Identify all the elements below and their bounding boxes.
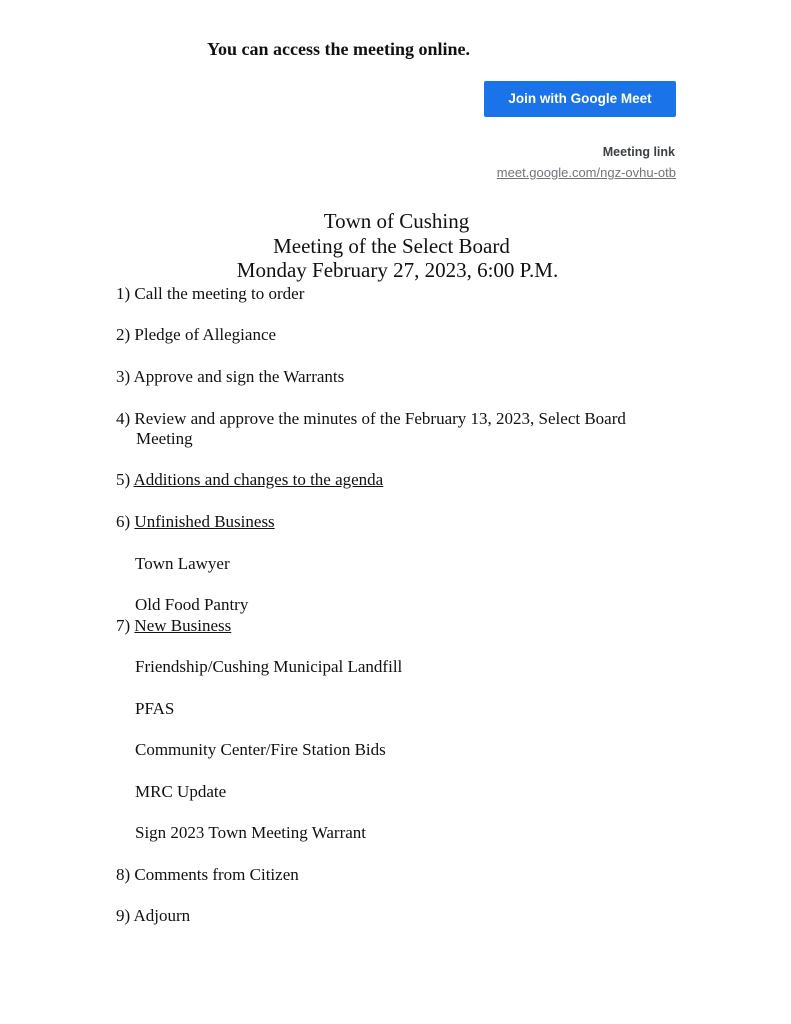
agenda-item-text: Approve and sign the Warrants	[133, 367, 345, 386]
agenda-item-number: 7)	[116, 616, 131, 635]
agenda-item-number: 2)	[116, 325, 131, 344]
agenda-subitem: Sign 2023 Town Meeting Warrant	[135, 823, 367, 842]
online-access-note: You can access the meeting online.	[207, 39, 470, 59]
agenda-item-6	[116, 512, 275, 532]
agenda-item-3	[116, 367, 344, 387]
agenda-subitem: Friendship/Cushing Municipal Landfill	[135, 657, 403, 676]
agenda-item-text: Review and approve the minutes of the February 13, 2023, Select Board	[134, 409, 626, 428]
agenda-item-text: Additions and changes to the agenda	[133, 470, 384, 489]
agenda-item-2	[116, 325, 276, 345]
document-title: Town of Cushing	[323, 209, 470, 233]
agenda-item-1	[116, 284, 304, 304]
meeting-date-time: Monday February 27, 2023, 6:00 P.M.	[236, 258, 559, 282]
agenda-subitem: Old Food Pantry	[135, 595, 249, 614]
agenda-item-text: Pledge of Allegiance	[134, 325, 277, 344]
agenda-item-number: 6)	[116, 512, 131, 531]
agenda-item-text: New Business	[134, 616, 232, 635]
agenda-subitem: PFAS	[135, 699, 175, 718]
agenda-item-4-continuation: Meeting	[136, 429, 193, 448]
agenda-item-text: Adjourn	[133, 906, 191, 925]
agenda-item-5	[116, 470, 383, 490]
agenda-item-number: 9)	[116, 906, 131, 925]
agenda-item-9	[116, 906, 190, 926]
meeting-link-label: Meeting link	[602, 145, 675, 159]
agenda-item-number: 1)	[116, 284, 131, 303]
agenda-item-8	[116, 865, 299, 885]
agenda-item-number: 3)	[116, 367, 131, 386]
agenda-item-text: Call the meeting to order	[134, 284, 305, 303]
meeting-link-url[interactable]: meet.google.com/ngz-ovhu-otb	[496, 165, 676, 180]
agenda-item-text: Comments from Citizen	[134, 865, 299, 884]
agenda-item-4	[116, 409, 626, 429]
agenda-item-7	[116, 616, 231, 636]
agenda-item-text: Unfinished Business	[134, 512, 275, 531]
agenda-subitem: Community Center/Fire Station Bids	[135, 740, 386, 759]
agenda-subitem: Town Lawyer	[135, 554, 230, 573]
agenda-subitem: MRC Update	[135, 782, 227, 801]
join-google-meet-button[interactable]: Join with Google Meet	[484, 81, 676, 117]
agenda-item-number: 8)	[116, 865, 131, 884]
document-subtitle: Meeting of the Select Board	[273, 234, 510, 258]
agenda-item-number: 5)	[116, 470, 131, 489]
agenda-item-number: 4)	[116, 409, 131, 428]
